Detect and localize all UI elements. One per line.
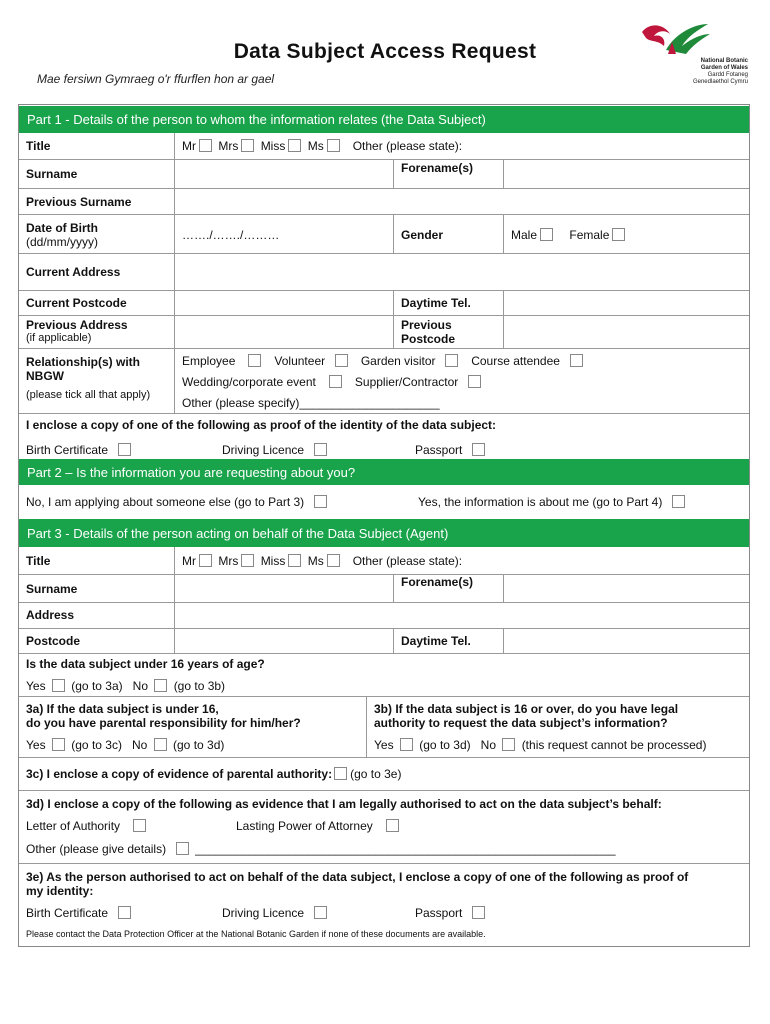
q3b-line-1: 3b) If the data subject is 16 or over, do you have legal bbox=[374, 702, 679, 716]
q3c-go3e: (go to 3e) bbox=[350, 767, 402, 781]
previous-surname-field[interactable] bbox=[176, 190, 748, 213]
supplier-checkbox[interactable] bbox=[468, 375, 481, 388]
relationship-row-1 bbox=[182, 354, 586, 368]
dragon-leaf-icon bbox=[636, 20, 751, 60]
welsh-version-note: Mae fersiwn Gymraeg o'r ffurflen hon ar gael bbox=[37, 72, 275, 86]
garden-visitor-checkbox[interactable] bbox=[445, 354, 458, 367]
q3e-driving-licence bbox=[222, 906, 330, 920]
volunteer-checkbox[interactable] bbox=[335, 354, 348, 367]
q3b-line-2: authority to request the data subject’s information? bbox=[374, 716, 668, 730]
q3a-go3d: (go to 3d) bbox=[173, 738, 225, 752]
agent-birth-cert-label: Birth Certificate bbox=[26, 906, 109, 920]
agent-address-label: Address bbox=[26, 608, 75, 622]
supplier-label: Supplier/Contractor bbox=[354, 375, 459, 389]
title-ms-checkbox[interactable] bbox=[327, 139, 340, 152]
title-mr-label: Mr bbox=[182, 139, 196, 153]
previous-postcode-label-2: Postcode bbox=[401, 332, 456, 346]
q3e-passport bbox=[415, 906, 488, 920]
q3c-label: 3c) I enclose a copy of evidence of parental authority: bbox=[26, 767, 333, 781]
q3e-line-1: 3e) As the person authorised to act on behalf of the data subject, I enclose a copy of one of the following as proof of bbox=[26, 870, 689, 884]
q3a-no-checkbox[interactable] bbox=[154, 738, 167, 751]
logo-line-4: Genedlaethol Cymru bbox=[692, 79, 748, 85]
dob-field[interactable]: ……./……./……… bbox=[182, 228, 280, 242]
q3a-line-2: do you have parental responsibility for him/her? bbox=[26, 716, 301, 730]
agent-title-options bbox=[182, 554, 462, 568]
title-options bbox=[182, 139, 462, 153]
q3e-line-2: my identity: bbox=[26, 884, 94, 898]
proof-passport bbox=[415, 443, 488, 457]
q3c-checkbox[interactable] bbox=[334, 767, 347, 780]
agent-title-miss-checkbox[interactable] bbox=[288, 554, 301, 567]
part2-no-option bbox=[26, 495, 330, 509]
q3d-letter-authority bbox=[26, 819, 149, 833]
agent-passport-checkbox[interactable] bbox=[472, 906, 485, 919]
forename-label: Forename(s) bbox=[401, 161, 474, 175]
surname-field[interactable] bbox=[176, 161, 391, 187]
agent-passport-label: Passport bbox=[415, 906, 463, 920]
title-miss-label: Miss bbox=[260, 139, 286, 153]
part2-yes-option bbox=[418, 495, 688, 509]
previous-postcode-field[interactable] bbox=[505, 317, 748, 347]
title-mrs-label: Mrs bbox=[218, 139, 239, 153]
agent-driving-licence-checkbox[interactable] bbox=[314, 906, 327, 919]
q3b-go3d: (go to 3d) bbox=[419, 738, 471, 752]
relationship-other-field[interactable]: Other (please specify)_____________________ bbox=[182, 396, 440, 410]
current-address-label: Current Address bbox=[26, 265, 121, 279]
birth-cert-label: Birth Certificate bbox=[26, 443, 109, 457]
gender-male-checkbox[interactable] bbox=[540, 228, 553, 241]
agent-title-mrs-label: Mrs bbox=[218, 554, 239, 568]
agent-title-other-label: Other (please state): bbox=[352, 554, 463, 568]
current-address-field[interactable] bbox=[176, 255, 748, 289]
gender-female-label: Female bbox=[569, 228, 610, 242]
garden-visitor-label: Garden visitor bbox=[360, 354, 436, 368]
course-attendee-checkbox[interactable] bbox=[570, 354, 583, 367]
lasting-poa-label: Lasting Power of Attorney bbox=[236, 819, 373, 833]
other-details-field[interactable]: _______________________________________________________________ bbox=[195, 842, 616, 856]
wedding-checkbox[interactable] bbox=[329, 375, 342, 388]
gender-options bbox=[511, 228, 628, 242]
previous-address-label: Previous Address bbox=[26, 318, 128, 332]
agent-driving-licence-label: Driving Licence bbox=[222, 906, 305, 920]
if-applicable-note: (if applicable) bbox=[26, 332, 92, 344]
surname-label: Surname bbox=[26, 167, 78, 181]
proof-birth-cert bbox=[26, 443, 134, 457]
gender-male-label: Male bbox=[511, 228, 538, 242]
forename-field[interactable] bbox=[505, 161, 748, 187]
other-details-checkbox[interactable] bbox=[176, 842, 189, 855]
agent-title-mr-checkbox[interactable] bbox=[199, 554, 212, 567]
page-title: Data Subject Access Request bbox=[233, 40, 537, 63]
letter-authority-label: Letter of Authority bbox=[26, 819, 121, 833]
under16-no-checkbox[interactable] bbox=[154, 679, 167, 692]
agent-title-miss-label: Miss bbox=[260, 554, 286, 568]
under16-yes-checkbox[interactable] bbox=[52, 679, 65, 692]
q3d-other bbox=[26, 842, 616, 856]
q3b-no-label: No bbox=[480, 738, 496, 752]
agent-birth-cert-checkbox[interactable] bbox=[118, 906, 131, 919]
q3d-lasting-poa bbox=[236, 819, 402, 833]
agent-surname-label: Surname bbox=[26, 582, 78, 596]
volunteer-label: Volunteer bbox=[274, 354, 326, 368]
current-postcode-label: Current Postcode bbox=[26, 296, 127, 310]
under16-options bbox=[26, 679, 225, 693]
under16-go3b: (go to 3b) bbox=[173, 679, 226, 693]
q3d-label: 3d) I enclose a copy of the following as evidence that I am legally authorised to act on the data subject’s behalf: bbox=[26, 797, 662, 811]
under16-question: Is the data subject under 16 years of age? bbox=[26, 657, 265, 671]
employee-label: Employee bbox=[182, 354, 236, 368]
under16-yes-label: Yes bbox=[26, 679, 46, 693]
q3b-no-checkbox[interactable] bbox=[502, 738, 515, 751]
agent-forename-label: Forename(s) bbox=[401, 575, 474, 589]
relationship-label-2: NBGW bbox=[26, 369, 64, 383]
q3a-yes-label: Yes bbox=[26, 738, 46, 752]
course-attendee-label: Course attendee bbox=[471, 354, 560, 368]
birth-cert-checkbox[interactable] bbox=[118, 443, 131, 456]
q3b-options bbox=[374, 738, 706, 752]
daytime-tel-label: Daytime Tel. bbox=[401, 296, 471, 310]
relationship-row-2 bbox=[182, 375, 484, 389]
dob-format: (dd/mm/yyyy) bbox=[26, 235, 98, 249]
q3a-no-label: No bbox=[131, 738, 148, 752]
under16-go3a: (go to 3a) bbox=[71, 679, 123, 693]
part2-yes-label: Yes, the information is about me (go to Part 4) bbox=[418, 495, 663, 509]
agent-surname-field[interactable] bbox=[176, 576, 391, 601]
nbgw-logo bbox=[636, 20, 751, 92]
relationship-label-1: Relationship(s) with bbox=[26, 355, 140, 369]
agent-postcode-label: Postcode bbox=[26, 634, 81, 648]
part3-heading: Part 3 - Details of the person acting on behalf of the Data Subject (Agent) bbox=[19, 519, 749, 547]
gender-female-checkbox[interactable] bbox=[612, 228, 625, 241]
agent-title-ms-label: Ms bbox=[307, 554, 324, 568]
contact-dpo-note: Please contact the Data Protection Officer at the National Botanic Garden if none of these documents are available. bbox=[26, 929, 486, 939]
agent-address-field[interactable] bbox=[176, 604, 748, 627]
title-mrs-checkbox[interactable] bbox=[241, 139, 254, 152]
enclose-proof-label: I enclose a copy of one of the following as proof of the identity of the data subject: bbox=[26, 418, 497, 432]
agent-daytime-tel-field[interactable] bbox=[505, 630, 748, 652]
q3b-yes-label: Yes bbox=[374, 738, 394, 752]
previous-postcode-label-1: Previous bbox=[401, 318, 452, 332]
logo-line-2: Garden of Wales bbox=[700, 65, 748, 71]
daytime-tel-field[interactable] bbox=[505, 292, 748, 314]
agent-title-label: Title bbox=[26, 554, 51, 568]
q3a-yes-checkbox[interactable] bbox=[52, 738, 65, 751]
part2-yes-checkbox[interactable] bbox=[672, 495, 685, 508]
agent-daytime-tel-label: Daytime Tel. bbox=[401, 634, 471, 648]
q3e-birth-cert bbox=[26, 906, 134, 920]
previous-surname-label: Previous Surname bbox=[26, 195, 132, 209]
proof-driving-licence bbox=[222, 443, 330, 457]
wedding-label: Wedding/corporate event bbox=[182, 375, 316, 389]
lasting-poa-checkbox[interactable] bbox=[386, 819, 399, 832]
passport-checkbox[interactable] bbox=[472, 443, 485, 456]
tick-all-note: (please tick all that apply) bbox=[26, 389, 151, 401]
agent-title-mrs-checkbox[interactable] bbox=[241, 554, 254, 567]
part2-heading: Part 2 – Is the information you are requesting about you? bbox=[19, 459, 749, 485]
current-postcode-field[interactable] bbox=[176, 292, 391, 314]
part2-no-checkbox[interactable] bbox=[314, 495, 327, 508]
title-ms-label: Ms bbox=[307, 139, 324, 153]
other-details-label: Other (please give details) bbox=[26, 842, 167, 856]
letter-authority-checkbox[interactable] bbox=[133, 819, 146, 832]
q3a-options bbox=[26, 738, 224, 752]
q3b-cannot-process: (this request cannot be processed) bbox=[521, 738, 707, 752]
title-miss-checkbox[interactable] bbox=[288, 139, 301, 152]
dob-label: Date of Birth bbox=[26, 221, 98, 235]
agent-forename-field[interactable] bbox=[505, 576, 748, 601]
q3a-line-1: 3a) If the data subject is under 16, bbox=[26, 702, 219, 716]
title-mr-checkbox[interactable] bbox=[199, 139, 212, 152]
logo-line-3: Gardd Fotaneg bbox=[707, 72, 748, 78]
title-label: Title bbox=[26, 139, 51, 153]
employee-checkbox[interactable] bbox=[248, 354, 261, 367]
driving-licence-label: Driving Licence bbox=[222, 443, 305, 457]
q3c-row bbox=[26, 767, 401, 781]
q3a-go3c: (go to 3c) bbox=[71, 738, 122, 752]
part1-heading: Part 1 - Details of the person to whom the information relates (the Data Subject) bbox=[19, 106, 749, 133]
passport-label: Passport bbox=[415, 443, 463, 457]
agent-title-mr-label: Mr bbox=[182, 554, 196, 568]
previous-address-field[interactable] bbox=[176, 317, 391, 347]
title-other-label: Other (please state): bbox=[352, 139, 463, 153]
agent-postcode-field[interactable] bbox=[176, 630, 391, 652]
part2-no-label: No, I am applying about someone else (go to Part 3) bbox=[26, 495, 305, 509]
logo-line-1: National Botanic bbox=[700, 58, 748, 64]
gender-label: Gender bbox=[401, 228, 444, 242]
under16-no-label: No bbox=[132, 679, 148, 693]
q3b-yes-checkbox[interactable] bbox=[400, 738, 413, 751]
driving-licence-checkbox[interactable] bbox=[314, 443, 327, 456]
agent-title-ms-checkbox[interactable] bbox=[327, 554, 340, 567]
